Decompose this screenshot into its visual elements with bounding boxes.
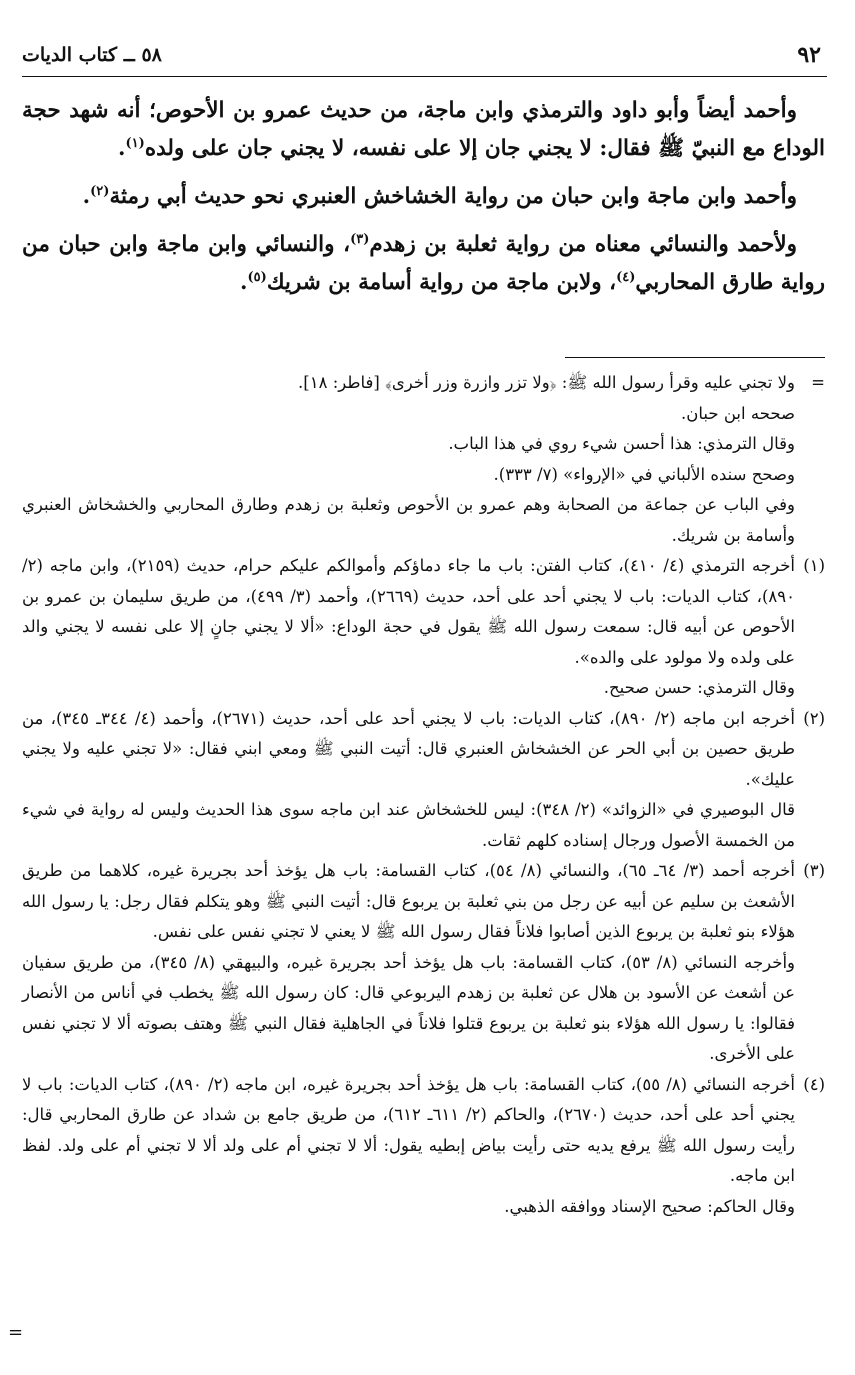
footnote-ref[interactable]: (٤) [616,269,636,285]
footnotes [22,368,825,1222]
main-text [22,92,825,312]
footnote-number: (٤) [803,1074,825,1094]
footnote-line: وفي الباب عن جماعة من الصحابة وهم عمرو بن الأحوص وثعلبة بن زهدم وطارق المحاربي والخشخاش العنبري وأسامة بن شريك. [22,495,795,545]
footnote-text: أخرجه النسائي (٨/ ٥٥)، كتاب القسامة: باب هل يؤخذ أحد بجريرة غيره، ابن ماجه (٢/ ٨٩٠)، كتاب الديات: باب لا يجني أحد على أحد، حديث (٢٦٧٠)، والحاكم (٢/ ٦١١ـ ٦١٢)، من طريق جامع بن شداد عن طارق المحاربي قال: رأيت رسول الله ﷺ يرفع يديه حتى رأيت بياض إبطيه يقول: ألا لا تجني أم على ولد ألا لا تجني أم على ولد. لفظ ابن ماجه. [22,1074,795,1185]
footnote-line: وقال الترمذي: هذا أحسن شيء روي في هذا الباب. [448,434,795,453]
footnote-number: (١) [803,556,825,575]
footnote-ref[interactable]: (٣) [350,231,370,247]
footnote-separator [565,357,825,358]
footnote-ref[interactable]: (٢) [90,183,110,199]
main-paragraph: وأحمد وابن ماجة وابن حبان من رواية الخشاخش العنبري نحو حديث أبي رمثة$^{(٢)}$. [82,183,797,209]
running-header [22,40,827,77]
main-paragraph: وأحمد أيضاً وأبو داود والترمذي وابن ماجة، من حديث عمرو بن الأحوص؛ أنه شهد حجة الوداع مع النبيّ ﷺ فقال: لا يجني جان إلا على نفسه، لا يجني جان على ولده$^{(١)}$. [22,98,825,161]
footnote-number: (٢) [803,708,825,728]
footnote-continuation [22,368,825,551]
footnote-text: وقال الحاكم: صحيح الإسناد ووافقه الذهبي. [504,1196,795,1216]
main-paragraph: ولأحمد والنسائي معناه من رواية ثعلبة بن زهدم$^{(٣)}$، والنسائي وابن ماجة وابن حبان من رواية طارق المحاربي$^{(٤)}$، ولابن ماجة من رواية أسامة بن شريك$^{(٥)}$. [22,231,825,295]
continued-marker: = [8,1322,24,1343]
footnote-text: قال البوصيري في «الزوائد» (٢/ ٣٤٨): ليس للخشخاش عند ابن ماجه سوى هذا الحديث وليس له رواية في شيء من الخمسة الأصول ورجال إسناده كلهم ثقات. [22,800,795,850]
continuation-marker: = [811,373,825,392]
footnote-number: (٣) [803,861,825,880]
footnote-ref[interactable]: (١) [125,135,145,151]
footnote-text: أخرجه أحمد (٣/ ٦٤ـ ٦٥)، والنسائي (٨/ ٥٤)، كتاب القسامة: باب هل يؤخذ أحد بجريرة غيره، كلاهما من طريق الأشعث بن سليم عن أبيه عن رجل من بني ثعلبة بن يربوع قال: أتيت النبي ﷺ وهو يتكلم فقال رجل: يا رسول الله هؤلاء بنو ثعلبة بن يربوع الذين أصابوا فلاناً فقال رسول الله ﷺ لا يعني لا تجني نفس على نفس. [22,861,795,941]
page-number: ٩٢ [797,42,821,68]
footnote-4 [22,1070,825,1223]
footnote-line: وصحح سنده الألباني في «الإرواء» (٧/ ٣٣٣). [493,464,795,484]
footnote-line: ولا تجني عليه وقرأ رسول الله ﷺ: ﴿ولا تزر وازرة وزر أخرى﴾ [فاطر: ١٨]. [298,373,795,392]
footnote-text: أخرجه الترمذي (٤/ ٤١٠)، كتاب الفتن: باب ما جاء دماؤكم وأموالكم عليكم حرام، حديث (٢١٥٩)، وابن ماجه (٢/ ٨٩٠)، كتاب الديات: باب لا يجني أحد على أحد، حديث (٢٦٦٩)، وأحمد (٣/ ٤٩٩)، من طريق سليمان بن عمرو بن الأحوص عن أبيه قال: سمعت رسول الله ﷺ يقول في حجة الوداع: «ألا لا يجني جانٍ إلا على نفسه لا يجني والد على ولده ولا مولود على والده». [22,556,796,667]
footnote-text: أخرجه ابن ماجه (٢/ ٨٩٠)، كتاب الديات: باب لا يجني أحد على أحد، حديث (٢٦٧١)، وأحمد (٤/ ٣٤٤ـ ٣٤٥)، من طريق حصين بن أبي الحر عن الخشخاش العنبري قال: أتيت النبي ﷺ ومعي ابني فقال: «لا تجني عليه ولا يجني عليك». [22,708,795,789]
footnote-ref[interactable]: (٥) [247,269,267,285]
chapter-title: ٥٨ ــ كتاب الديات [22,44,162,66]
footnote-3 [22,856,825,1070]
footnote-text: وأخرجه النسائي (٨/ ٥٣)، كتاب القسامة: باب هل يؤخذ أحد بجريرة غيره، والبيهقي (٨/ ٣٤٥)، من طريق سفيان عن أشعث عن الأسود بن هلال عن ثعلبة بن زهدم اليربوعي قال: كان رسول الله ﷺ يخطب في أناس من الأنصار فقالوا: يا رسول الله هؤلاء بنو ثعلبة بن يربوع قتلوا فلاناً في الجاهلية فقال النبي ﷺ وهتف بصوته ألا لا تجني نفس على الأخرى. [22,952,795,1063]
footnote-text: وقال الترمذي: حسن صحيح. [603,678,795,697]
footnote-2 [22,704,825,857]
footnote-1 [22,551,825,704]
footnote-line: صححه ابن حبان. [681,403,795,423]
